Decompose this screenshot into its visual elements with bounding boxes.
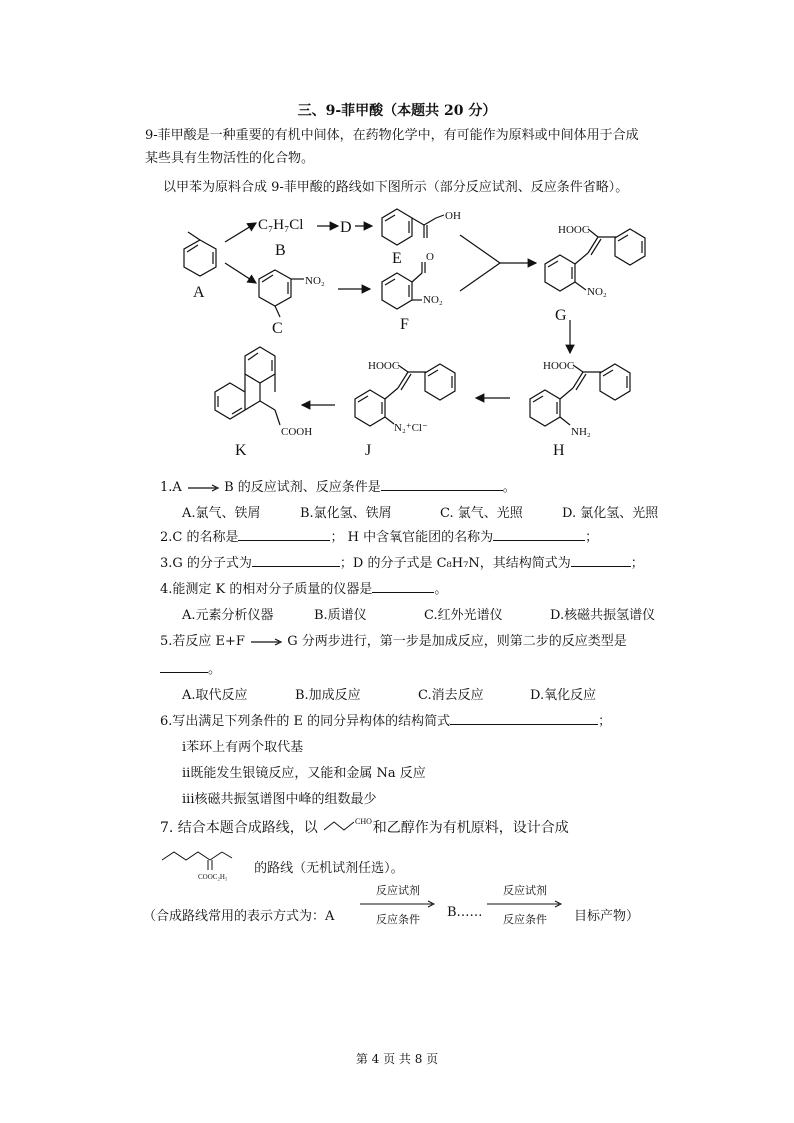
synthesis-scheme [160, 205, 680, 460]
intro-line-1: 9-菲甲酸是一种重要的有机中间体，在药物化学中，有可能作为原料或中间体用于合成 [145, 128, 639, 143]
question-3: 3.G 的分子式为 ；D 的分子式是 C₈H₇N，其结构简式为 ； [160, 552, 644, 574]
label-g: G [555, 307, 567, 324]
q5-option-b[interactable]: B.加成反应 [295, 688, 361, 703]
route-mid: B…… [447, 905, 483, 920]
answer-blank-q1[interactable] [381, 476, 503, 491]
reaction-arrow-icon [249, 637, 283, 647]
k-cooh: COOH [281, 426, 313, 438]
route-arrow-icon [487, 900, 563, 908]
q1-option-b[interactable]: B.氯化氢、铁屑 [300, 506, 392, 521]
answer-blank-q6[interactable] [450, 710, 598, 725]
butanal-structure [322, 816, 373, 836]
h-nh2: NH₂ [571, 426, 591, 438]
label-f: F [400, 316, 409, 333]
route-target: 目标产物） [574, 909, 640, 924]
compound-a-structure [184, 232, 216, 276]
intro-paragraph [143, 124, 683, 170]
question-6: 6.写出满足下列条件的 E 的同分异构体的结构简式 ； [160, 710, 611, 732]
f-no2: NO₂ [423, 294, 443, 306]
question-7: 7. 结合本题合成路线，以 CHO 和乙醇作为有机原料，设计合成 [160, 817, 569, 836]
answer-blank-q3-formula[interactable] [252, 552, 340, 567]
svg-text:CHO: CHO [355, 817, 373, 826]
g-no2: NO₂ [587, 286, 607, 298]
arrow-a-to-c [225, 263, 256, 283]
question-2: 2.C 的名称是 ； H 中含氧官能团的名称为 ； [160, 526, 598, 548]
compound-c-structure [259, 270, 304, 317]
j-diazo: N₂⁺Cl⁻ [394, 422, 428, 434]
label-e: E [392, 250, 402, 267]
question-4: 4.能测定 K 的相对分子质量的仪器是 。 [160, 578, 447, 600]
q5-option-c[interactable]: C.消去反应 [418, 688, 484, 703]
page-footer: 第 4 页 共 8 页 [355, 1052, 439, 1066]
label-b: B [275, 242, 286, 259]
arrow-e-merge [460, 235, 500, 263]
route-arrow-icon [360, 900, 436, 908]
label-d: D [340, 219, 352, 236]
q5-option-d[interactable]: D.氧化反应 [530, 688, 597, 703]
question-5-continued: 。 [160, 658, 221, 680]
compound-e-structure [382, 209, 444, 245]
e-oh: OH [445, 210, 461, 222]
q1-option-a[interactable]: A.氯气、铁屑 [182, 506, 261, 521]
route-arrow-2: 反应试剂 反应条件 [487, 882, 563, 927]
label-h: H [553, 442, 565, 459]
label-c: C [272, 320, 283, 337]
answer-blank-q2-group[interactable] [493, 526, 585, 541]
label-k: K [235, 442, 247, 459]
formula-b: C₇H₇Cl [258, 217, 304, 233]
label-j: J [365, 442, 372, 459]
compound-j-structure [355, 364, 455, 426]
q5-option-a[interactable]: A.取代反应 [182, 688, 248, 703]
question-7-continued: COOC₂H₅ 的路线（无机试剂任选）。 [160, 848, 404, 882]
q1-option-c[interactable]: C. 氯气、光照 [440, 506, 523, 521]
q4-option-b[interactable]: B.质谱仪 [314, 608, 367, 623]
svg-text:COOC₂H₅: COOC₂H₅ [198, 873, 228, 881]
q4-option-c[interactable]: C.红外光谱仪 [424, 608, 503, 623]
q1-option-d[interactable]: D. 氯化氢、光照 [562, 506, 659, 521]
compound-h-structure [530, 364, 630, 426]
arrow-a-to-b [225, 223, 256, 242]
reaction-arrow-icon [186, 483, 220, 493]
answer-blank-q5[interactable] [160, 658, 208, 673]
route-arrow-1: 反应试剂 反应条件 [360, 882, 436, 927]
q6-condition-1: i苯环上有两个取代基 [182, 740, 304, 755]
section-title: 三、9-菲甲酸（本题共 20 分） [297, 103, 497, 119]
intro-line-2: 某些具有生物活性的化合物。 [145, 151, 315, 166]
q6-condition-3: iii核磁共振氢谱图中峰的组数最少 [182, 792, 377, 807]
compound-g-structure [545, 229, 645, 291]
f-o: O [426, 251, 434, 263]
compound-f-structure [382, 262, 425, 309]
route-notation: （合成路线常用的表示方式为：A [143, 909, 335, 924]
j-hooc: HOOC [368, 360, 400, 372]
q4-option-a[interactable]: A.元素分析仪器 [182, 608, 274, 623]
question-5: 5.若反应 E+F G 分两步进行，第一步是加成反应，则第二步的反应类型是 [160, 634, 627, 649]
compound-k-structure [215, 347, 280, 425]
q6-condition-2: ii既能发生银镜反应，又能和金属 Na 反应 [182, 766, 426, 781]
target-ester-structure [160, 848, 250, 882]
answer-blank-q4[interactable] [372, 578, 434, 593]
intro-line-3: 以甲苯为原料合成 9-菲甲酸的路线如下图所示（部分反应试剂、反应条件省略）。 [163, 180, 629, 195]
question-1: 1.A B 的反应试剂、反应条件是 。 [160, 476, 516, 498]
label-a: A [193, 284, 205, 301]
q4-option-d[interactable]: D.核磁共振氢谱仪 [550, 608, 656, 623]
c-no2: NO₂ [305, 275, 325, 287]
arrow-f-merge [460, 263, 500, 291]
answer-blank-q3-structure[interactable] [571, 552, 631, 567]
g-hooc: HOOC [558, 224, 590, 236]
h-hooc: HOOC [543, 360, 575, 372]
answer-blank-q2-name[interactable] [238, 526, 330, 541]
